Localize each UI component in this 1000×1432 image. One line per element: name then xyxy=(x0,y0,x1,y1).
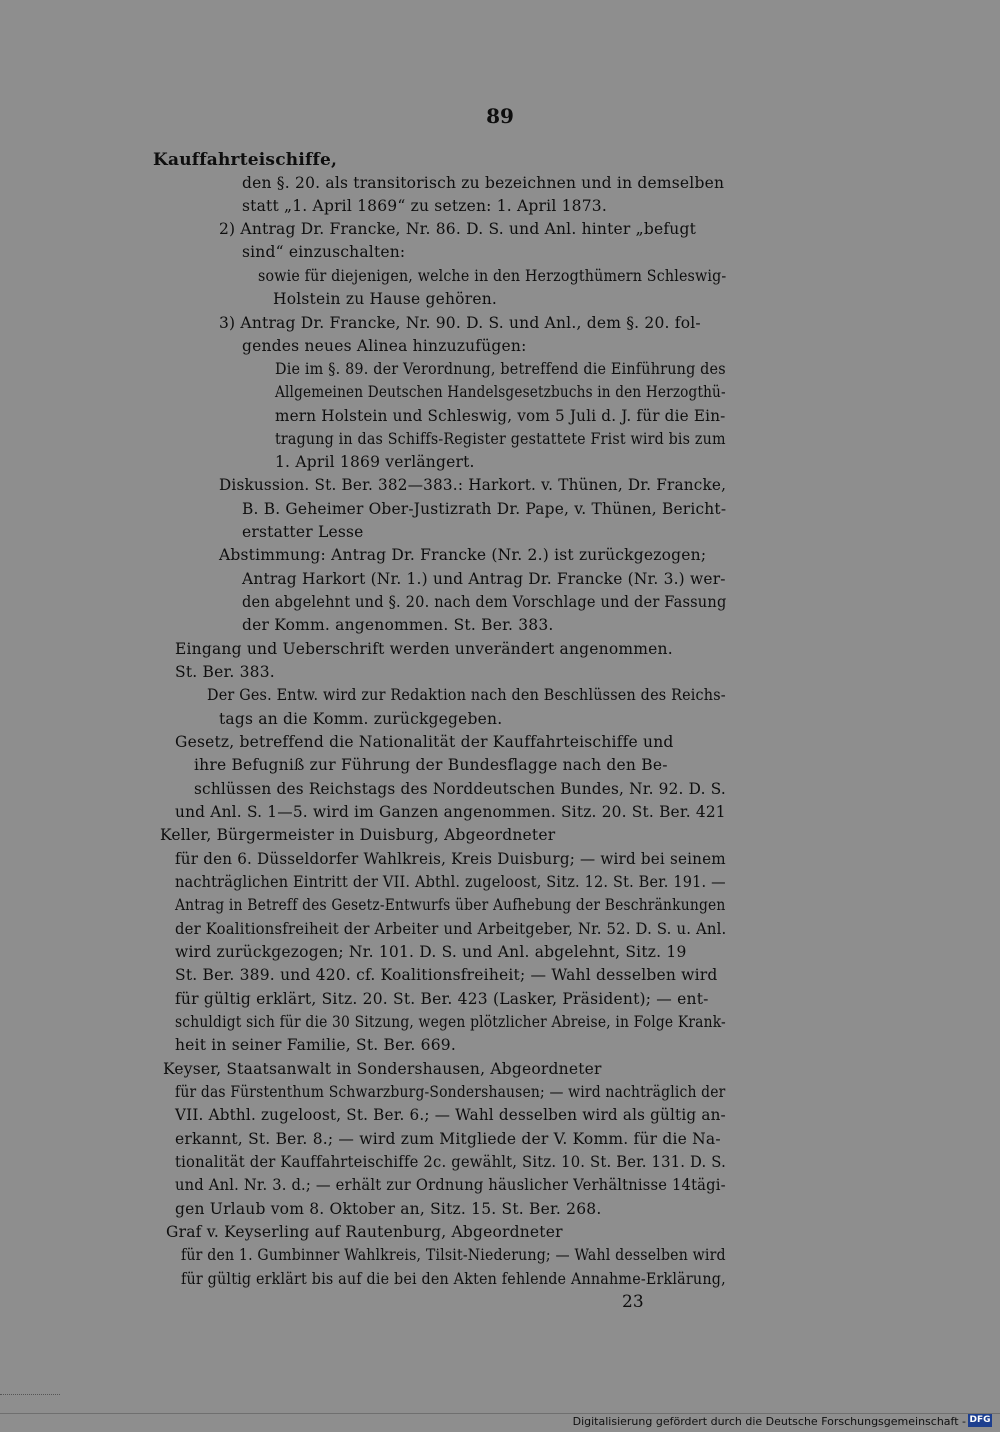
text-line: für gültig erklärt bis auf die bei den Akten fehlende Annahme-Erklärung, xyxy=(181,1270,726,1288)
text-line: Antrag Harkort (Nr. 1.) und Antrag Dr. Francke (Nr. 3.) wer- xyxy=(242,570,726,588)
text-line: Die im §. 89. der Verordnung, betreffend die Einführung des xyxy=(275,360,726,378)
text-line: Holstein zu Hause gehören. xyxy=(273,290,498,308)
text-line: statt „1. April 1869“ zu setzen: 1. April 1873. xyxy=(242,197,607,215)
text-line: und Anl. Nr. 3. d.; — erhält zur Ordnung häuslicher Verhältnisse 14tägi- xyxy=(175,1176,726,1194)
text-line: schlüssen des Reichstags des Norddeutschen Bundes, Nr. 92. D. S. xyxy=(194,780,726,798)
text-line: für den 6. Düsseldorfer Wahlkreis, Kreis Duisburg; — wird bei seinem xyxy=(175,850,726,868)
text-line: 3) Antrag Dr. Francke, Nr. 90. D. S. und Anl., dem §. 20. fol- xyxy=(219,314,701,332)
text-line: heit in seiner Familie, St. Ber. 669. xyxy=(175,1036,456,1054)
page-number: 89 xyxy=(486,104,514,128)
text-line: den §. 20. als transitorisch zu bezeichnen und in demselben xyxy=(242,174,725,192)
text-line: tionalität der Kauffahrteischiffe 2c. gewählt, Sitz. 10. St. Ber. 131. D. S. xyxy=(175,1153,726,1171)
text-line: schuldigt sich für die 30 Sitzung, wegen plötzlicher Abreise, in Folge Krank- xyxy=(175,1013,726,1031)
text-line: 1. April 1869 verlängert. xyxy=(275,453,475,471)
signature-mark: 23 xyxy=(622,1292,644,1312)
text-line: der Koalitionsfreiheit der Arbeiter und Arbeitgeber, Nr. 52. D. S. u. Anl. xyxy=(175,920,727,938)
text-line: B. B. Geheimer Ober-Justizrath Dr. Pape, v. Thünen, Bericht- xyxy=(242,500,727,518)
text-line: Antrag in Betreff des Gesetz-Entwurfs über Aufhebung der Beschränkungen xyxy=(175,896,726,914)
entry-heading-keyser: Keyser, Staatsanwalt in Sondershausen, Abgeordneter xyxy=(163,1060,602,1078)
text-line: sowie für diejenigen, welche in den Herzogthümern Schleswig- xyxy=(258,267,727,285)
text-line: St. Ber. 389. und 420. cf. Koalitionsfreiheit; — Wahl desselben wird xyxy=(175,966,718,984)
text-line: erkannt, St. Ber. 8.; — wird zum Mitgliede der V. Komm. für die Na- xyxy=(175,1130,721,1148)
text-line: sind“ einzuschalten: xyxy=(242,243,406,261)
text-line: erstatter Lesse xyxy=(242,523,364,541)
text-line: tags an die Komm. zurückgegeben. xyxy=(219,710,503,728)
text-line: Der Ges. Entw. wird zur Redaktion nach den Beschlüssen des Reichs- xyxy=(207,686,726,704)
scan-edge-mark xyxy=(0,1394,60,1396)
text-line: nachträglichen Eintritt der VII. Abthl. zugeloost, Sitz. 12. St. Ber. 191. — xyxy=(175,873,726,891)
text-line: für das Fürstenthum Schwarzburg-Sondershausen; — wird nachträglich der xyxy=(175,1083,726,1101)
text-line: und Anl. S. 1—5. wird im Ganzen angenommen. Sitz. 20. St. Ber. 421 xyxy=(175,803,726,821)
digitization-footer: Digitalisierung gefördert durch die Deutsche Forschungsgemeinschaft - xyxy=(572,1415,966,1428)
entry-heading-kauffahrteischiffe: Kauffahrteischiffe, xyxy=(153,150,338,170)
text-line: den abgelehnt und §. 20. nach dem Vorschlage und der Fassung xyxy=(242,593,727,611)
text-line: für gültig erklärt, Sitz. 20. St. Ber. 423 (Lasker, Präsident); — ent- xyxy=(175,990,709,1008)
text-line: der Komm. angenommen. St. Ber. 383. xyxy=(242,616,554,634)
text-line: wird zurückgezogen; Nr. 101. D. S. und Anl. abgelehnt, Sitz. 19 xyxy=(175,943,687,961)
text-line: Diskussion. St. Ber. 382—383.: Harkort. v. Thünen, Dr. Francke, xyxy=(219,476,727,494)
footer-divider xyxy=(0,1413,1000,1414)
text-line: Eingang und Ueberschrift werden unverändert angenommen. xyxy=(175,640,673,658)
text-line: St. Ber. 383. xyxy=(175,663,275,681)
entry-heading-keller: Keller, Bürgermeister in Duisburg, Abgeordneter xyxy=(160,826,556,844)
dfg-logo: DFG xyxy=(969,1415,991,1425)
text-line: VII. Abthl. zugeloost, St. Ber. 6.; — Wahl desselben wird als gültig an- xyxy=(175,1106,726,1124)
text-line: mern Holstein und Schleswig, vom 5 Juli d. J. für die Ein- xyxy=(275,407,726,425)
entry-heading-keyserling: Graf v. Keyserling auf Rautenburg, Abgeordneter xyxy=(166,1223,563,1241)
text-line: ihre Befugniß zur Führung der Bundesflagge nach den Be- xyxy=(194,756,668,774)
text-line: 2) Antrag Dr. Francke, Nr. 86. D. S. und Anl. hinter „befugt xyxy=(219,220,697,238)
text-line: tragung in das Schiffs-Register gestattete Frist wird bis zum xyxy=(275,430,726,448)
text-line: gendes neues Alinea hinzuzufügen: xyxy=(242,337,527,355)
text-line: Gesetz, betreffend die Nationalität der Kauffahrteischiffe und xyxy=(175,733,674,751)
text-line: Abstimmung: Antrag Dr. Francke (Nr. 2.) ist zurückgezogen; xyxy=(219,546,707,564)
text-line: gen Urlaub vom 8. Oktober an, Sitz. 15. St. Ber. 268. xyxy=(175,1200,602,1218)
text-line: Allgemeinen Deutschen Handelsgesetzbuchs in den Herzogthü- xyxy=(275,383,726,401)
text-line: für den 1. Gumbinner Wahlkreis, Tilsit-Niederung; — Wahl desselben wird xyxy=(181,1246,726,1264)
